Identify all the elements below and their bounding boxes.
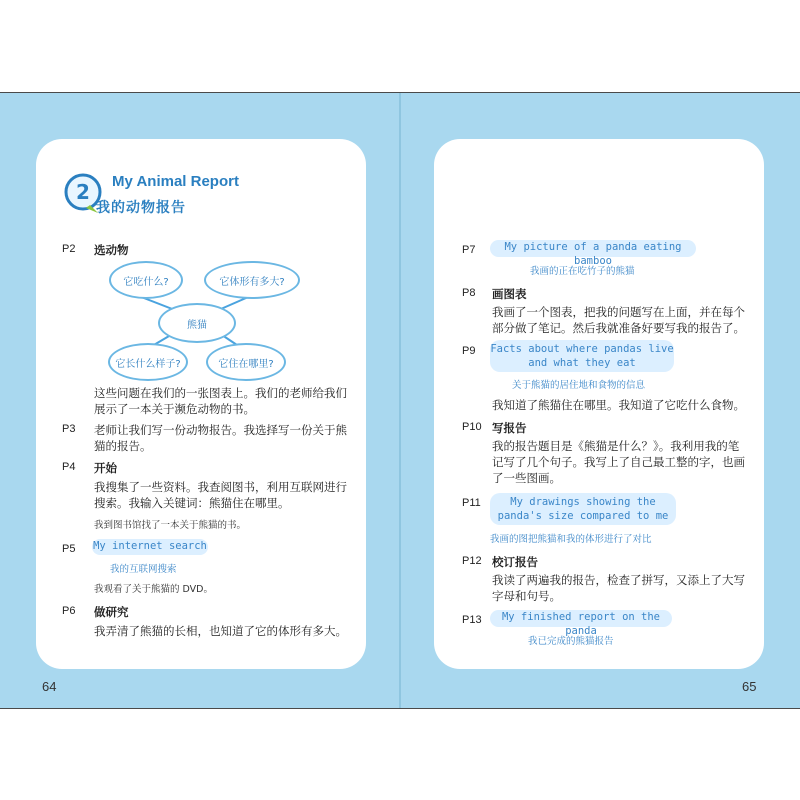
p9-text-line1: 我知道了熊猫住在哪里。我知道了它吃什么食物。: [492, 398, 745, 412]
p11-caption-line1: My drawings showing the: [510, 496, 656, 508]
p12-label: P12: [462, 555, 482, 567]
p4-label: P4: [62, 461, 76, 473]
p4-heading: 开始: [94, 461, 117, 475]
p13-caption-translation: 我已完成的熊猫报告: [528, 636, 614, 647]
p10-text-line3: 了一些图画。: [492, 471, 561, 485]
page-title-zh: 我的动物报告: [96, 200, 186, 216]
p4-handwritten-note: 我到图书馆找了一本关于熊猫的书。: [94, 520, 247, 531]
p5-caption-translation: 我的互联网搜索: [110, 564, 177, 575]
step-number: 2: [76, 180, 90, 204]
p12-heading: 校订报告: [492, 555, 538, 569]
mindmap-question-food: 它吃什么?: [109, 261, 183, 299]
p6-heading: 做研究: [94, 605, 129, 619]
p8-text-line1: 我画了一个图表，把我的问题写在上面，并在每个: [492, 305, 745, 319]
p2-label: P2: [62, 243, 76, 255]
p9-caption-bubble: [490, 340, 674, 372]
p9-label: P9: [462, 345, 476, 357]
p5-label: P5: [62, 543, 76, 555]
p8-text-line2: 部分做了笔记。然后我就准备好要写我的报告了。: [492, 321, 745, 335]
p3-text-line1: 老师让我们写一份动物报告。我选择写一份关于熊: [94, 423, 347, 437]
p3-label: P3: [62, 423, 76, 435]
right-page-card: [434, 139, 764, 669]
p6-label: P6: [62, 605, 76, 617]
p12-text-line2: 字母和句号。: [492, 589, 561, 603]
page-title-en: My Animal Report: [112, 173, 239, 190]
p3-text-line2: 猫的报告。: [94, 439, 152, 453]
mindmap-question-habitat: 它住在哪里?: [206, 343, 286, 381]
p10-text-line2: 记写了几个句子。我写上了自己最工整的字，也画: [492, 455, 745, 469]
p11-caption-bubble: [490, 493, 676, 525]
p13-label: P13: [462, 614, 482, 626]
p10-label: P10: [462, 421, 482, 433]
p7-caption-bubble: My picture of a panda eating bamboo: [490, 240, 696, 257]
mindmap-question-size: 它体形有多大?: [204, 261, 300, 299]
p5-handwritten-note: 我观看了关于熊猫的 DVD。: [94, 584, 213, 595]
p4-text-line2: 搜索。我输入关键词：熊猫住在哪里。: [94, 496, 290, 510]
p11-caption-line2: panda's size compared to me: [497, 510, 669, 522]
p11-caption-translation: 我画的图把熊猫和我的体形进行了对比: [490, 534, 652, 545]
p11-label: P11: [462, 497, 481, 509]
p6-text-line1: 我弄清了熊猫的长相，也知道了它的体形有多大。: [94, 624, 347, 638]
p8-label: P8: [462, 287, 476, 299]
p10-text-line1: 我的报告题目是《熊猫是什么？》。我利用我的笔: [492, 439, 740, 453]
page-number-left: 64: [42, 679, 57, 694]
mindmap-center: 熊猫: [158, 303, 236, 343]
mindmap-question-looks: 它长什么样子?: [108, 343, 188, 381]
p9-caption-line1: Facts about where pandas live: [490, 343, 674, 355]
p2-text-line2: 展示了一本关于濒危动物的书。: [94, 402, 255, 416]
p4-text-line1: 我搜集了一些资料。我查阅图书，利用互联网进行: [94, 480, 347, 494]
left-page-card: [36, 139, 366, 669]
p10-heading: 写报告: [492, 421, 527, 435]
page-number-right: 65: [742, 679, 757, 694]
p8-heading: 画图表: [492, 287, 527, 301]
p12-text-line1: 我读了两遍我的报告，检查了拼写，又添上了大写: [492, 573, 745, 587]
book-spread: [0, 92, 800, 709]
p13-caption-bubble: My finished report on the panda: [490, 610, 672, 627]
p7-caption-translation: 我画的正在吃竹子的熊猫: [530, 266, 635, 277]
p9-caption-translation: 关于熊猫的居住地和食物的信息: [512, 380, 646, 391]
p2-text-line1: 这些问题在我们的一张图表上。我们的老师给我们: [94, 386, 347, 400]
p9-caption-line2: and what they eat: [528, 357, 636, 369]
p5-caption-bubble: My internet search: [92, 539, 208, 555]
p2-heading: 选动物: [94, 243, 129, 257]
p7-label: P7: [462, 244, 476, 256]
book-gutter: [399, 93, 401, 708]
